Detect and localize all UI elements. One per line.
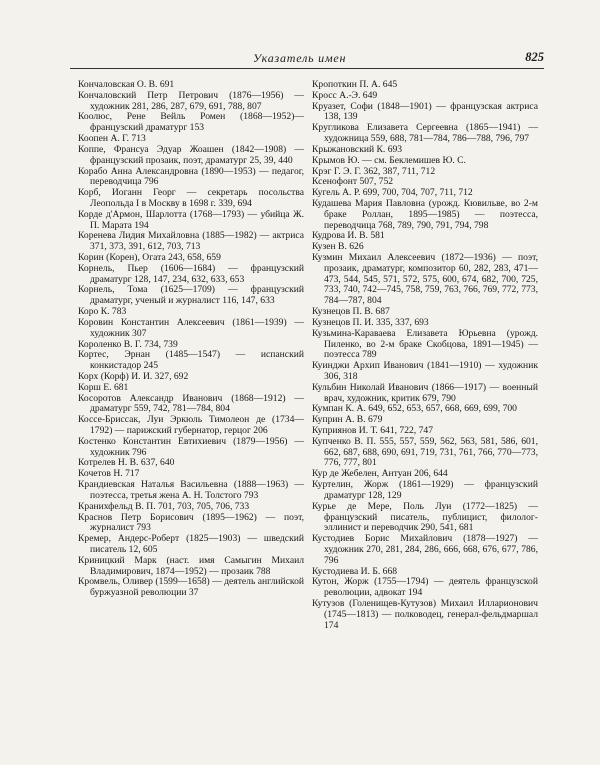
index-entry: Крандиевская Наталья Васильевна (1888—1963) — поэтесса, третья жена А. Н. Толстого 793 (78, 479, 304, 501)
index-entry: Купченко В. П. 555, 557, 559, 562, 563, 581, 586, 601, 662, 687, 688, 690, 691, 719, 731, 761, 766, 770—773, 776, 777, 801 (312, 435, 538, 469)
index-column-left (78, 80, 304, 599)
index-entry: Кранихфельд В. П. 701, 703, 705, 706, 733 (78, 500, 250, 512)
index-entry: Кутузов (Голенищев-Кутузов) Михаил Илларионович (1745—1813) — полководец, генерал-фельдмаршал 174 (312, 598, 538, 631)
index-entry: Кортес, Эрнан (1485—1547) — испанский конкистадор 245 (78, 349, 304, 372)
index-entry: Крыжановский К. 693 (312, 143, 403, 155)
index-entry: Корде д'Армон, Шарлотта (1768—1793) — убийца Ж. П. Марата 194 (78, 208, 304, 231)
index-entry: Коолюс, Рене Вейль Ромен (1868—1952)— французский драматург 153 (78, 111, 304, 134)
running-header (70, 48, 544, 69)
index-entry: Кузен В. 626 (312, 241, 364, 253)
index-entry: Костенко Константин Евтихиевич (1879—1956) — художник 796 (78, 435, 304, 458)
index-entry: Коссе-Бриссак, Луи Эркюль Тимолеон де (1734—1792) — парижский губернатор, герцог 206 (78, 414, 304, 436)
index-entry: Коппе, Франсуа Эдуар Жоашен (1842—1908) — французский прозаик, поэт, драматург 25, 39, 440 (78, 143, 304, 166)
index-entry: Корнель, Тома (1625—1709) — французский драматург, ученый и журналист 116, 147, 633 (78, 284, 304, 307)
index-entry: Кропоткин П. А. 645 (312, 79, 398, 90)
index-entry: Коро К. 783 (78, 306, 127, 318)
index-entry: Кульбин Николай Иванович (1866—1917) — военный врач, художник, критик 679, 790 (312, 381, 538, 404)
index-entry: Крымов Ю. — см. Беклемишев Ю. С. (312, 154, 466, 166)
index-entry: Короленко В. Г. 734, 739 (78, 338, 178, 350)
running-title: Указатель имен (253, 51, 347, 65)
index-entry: Котрелев Н. В. 637, 640 (78, 457, 175, 469)
index-entry: Куртелин, Жорж (1861—1929) — французский драматург 128, 129 (312, 479, 538, 501)
index-entry: Кутон, Жорж (1755—1794) — деятель французской революции, адвокат 194 (312, 576, 538, 599)
index-entry: Кустодиев Борис Михайлович (1878—1927) — художник 270, 281, 284, 286, 666, 668, 676, 677, 786, 796 (312, 533, 538, 566)
index-entry: Кузьмина-Караваева Елизавета Юрьевна (урожд. Пиленко, во 2-м браке Скобцова, 1891—1945) — поэтесса 789 (312, 327, 538, 361)
index-entry: Криницкий Марк (наст. имя Самыгин Михаил Владимирович, 1874—1952) — прозаик 788 (78, 554, 304, 577)
index-entry: Кочетов Н. 717 (78, 468, 140, 480)
index-entry: Корин (Корен), Огата 243, 658, 659 (78, 252, 221, 263)
index-entry: Кромвель, Оливер (1599—1658) — деятель английской буржуазной революции 37 (78, 576, 304, 599)
index-entry: Корабо Анна Александровна (1890—1953) — педагог, переводчица 796 (78, 165, 304, 188)
index-entry: Корх (Корф) И. И. 327, 692 (78, 370, 189, 382)
index-entry: Краснов Петр Борисович (1895—1962) — поэт, журналист 793 (78, 511, 304, 534)
index-entry: Куприянов И. Т. 641, 722, 747 (312, 425, 433, 436)
page-number: 825 (525, 50, 544, 64)
index-entry: Куинджи Архип Иванович (1841—1910) — художник 306, 318 (312, 360, 538, 382)
index-entry: Куприн А. В. 679 (312, 414, 383, 426)
index-entry: Корнель, Пьер (1606—1684) — французский драматург 128, 147, 234, 632, 633, 653 (78, 262, 304, 285)
index-entry: Коопен А. Г. 713 (78, 133, 146, 145)
index-entry: Кумпан К. А. 649, 652, 653, 657, 668, 669, 699, 700 (312, 403, 517, 415)
index-entry: Кончаловская О. В. 691 (78, 79, 175, 90)
index-entry: Косоротов Александр Иванович (1868—1912) — драматург 559, 742, 781—784, 804 (78, 392, 304, 415)
index-entry: Кругликова Елизавета Сергеевна (1865—1941) — художница 559, 688, 781—784, 786—788, 796, 797 (312, 122, 538, 145)
index-entry: Корш Е. 681 (78, 381, 129, 393)
index-entry: Коренева Лидия Михайловна (1885—1982) — актриса 371, 373, 391, 612, 703, 713 (78, 230, 304, 253)
index-entry: Корб, Иоганн Георг — секретарь посольства Леопольда I в Москву в 1698 г. 339, 694 (78, 187, 304, 209)
index-entry: Кросс А.-Э. 649 (312, 89, 378, 101)
index-entry: Кремер, Андерс-Роберт (1825—1903) — шведский писатель 12, 605 (78, 533, 304, 555)
index-entry: Коровин Константин Алексеевич (1861—1939) — художник 307 (78, 316, 304, 339)
index-entry: Кончаловский Петр Петрович (1876—1956) — художник 281, 286, 287, 679, 691, 788, 807 (78, 89, 304, 112)
index-entry: Кугель А. Р. 699, 700, 704, 707, 711, 712 (312, 187, 473, 199)
index-column-right (312, 80, 538, 631)
index-entry: Круазет, Софи (1848—1901) — французская актриса 138, 139 (312, 100, 538, 123)
index-entry: Кузмин Михаил Алексеевич (1872—1936) — поэт, прозаик, драматург, композитор 60, 282, 283, 471—473, 544, 545, 571, 572, 575, 600, 674, 682, 700, 725, 733, 740, 742—745, 758, 759, 763, 766, 769, 772, 773, 784—787, 804 (312, 252, 538, 307)
index-entry: Кузнецов П. И. 335, 337, 693 (312, 316, 429, 328)
index-entry: Кустодиева И. Б. 668 (312, 565, 398, 577)
index-entry: Кузнецов П. В. 687 (312, 306, 390, 318)
index-entry: Кур де Жебелен, Антуан 206, 644 (312, 468, 448, 480)
index-entry: Кудашева Мария Павловна (урожд. Кювильве, во 2-м браке Роллан, 1895—1985) — поэтесса, переводчица 768, 789, 790, 791, 794, 798 (312, 197, 538, 231)
index-entry: Ксенофонт 507, 752 (312, 176, 394, 188)
index-entry: Кудрова И. В. 581 (312, 230, 385, 242)
index-entry: Крэг Г. Э. Г. 362, 387, 711, 712 (312, 165, 436, 177)
index-entry: Курье де Мере, Поль Луи (1772—1825) — французский писатель, публицист, филолог-эллинист и переводчик 290, 541, 681 (312, 500, 538, 534)
